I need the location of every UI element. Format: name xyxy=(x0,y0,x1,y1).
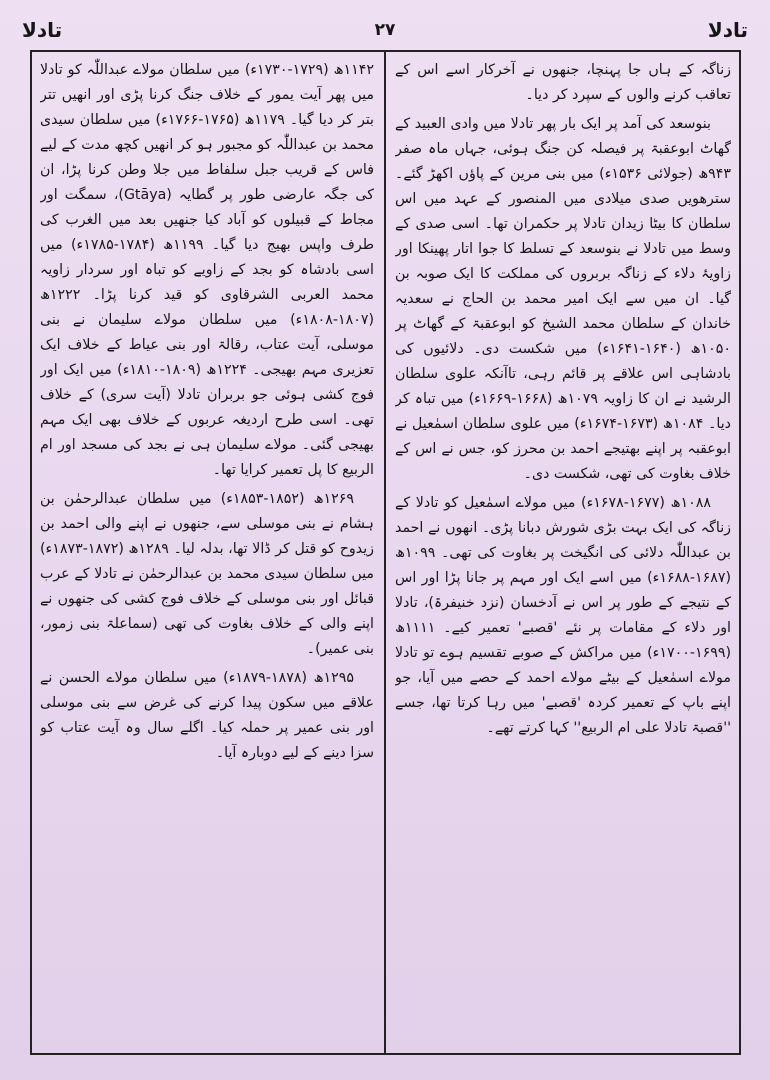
running-title-left: تادلا xyxy=(22,18,63,42)
page-header xyxy=(22,14,748,50)
running-title-right: تادلا xyxy=(707,18,748,42)
paragraph: ۱۰۸۸ھ (۱۶۷۷-۱۶۷۸ء) میں مولاے اسمٰعیل کو تادلا کے زناگہ کی ایک بہت بڑی شورش دبانا پڑی۔ انھوں نے احمد بن عبداللّٰہ دلائی کی انگیخت پر بغاوت کی تھی۔ ۱۰۹۹ھ (۱۶۸۷-۱۶۸۸ء) میں اسے ایک اور مہم پر جانا پڑا اور اس کے نتیجے کے طور پر اس نے آدخسان (نزد خنیفرۃ)، تادلا اور دلاء کے مقامات پر نئے 'قصبے' تعمیر کیے۔ ۱۱۱۱ھ (۱۶۹۹-۱۷۰۰ء) میں مراکش کے صوبے تقسیم ہوے تو تادلا مولاے اسمٰعیل کے بیٹے مولاے احمد کے حصے میں آیا، جو اپنے باپ کے تعمیر کردہ 'قصبے' میں رہا کرتا تھا، جسے ''قصبۃ تادلا علی ام الربیع'' کہا کرتے تھے۔ xyxy=(395,495,731,736)
right-column xyxy=(395,58,731,1048)
page-number: ۲۷ xyxy=(374,20,396,40)
column-divider xyxy=(384,50,386,1055)
paragraph: بنوسعد کی آمد پر ایک بار پھر تادلا میں وادی العبید کے گھاٹ ابوعقبۃ پر فیصلہ کن جنگ ہوئی، جہاں ماہ صفر ۹۴۳ھ (جولائی ۱۵۳۶ء) میں بنی مرین کے پاؤں اکھڑ گئے۔ سترھویں صدی میلادی میں المنصور کے عہد میں اس سلطان کا بیٹا زیدان تادلا پر حکمران تھا۔ اسی صدی کے وسط میں تادلا نے بنوسعد کے تسلط کا جوا اتار پھینکا اور زاویۂ دلاء کے زناگہ بربروں کی مملکت کا ایک صوبہ بن گیا۔ ان میں سے ایک امیر محمد بن الحاج نے سعدیہ خاندان کے سلطان محمد الشیخ کو ابوعقبۃ کے گھاٹ پر ۱۰۵۰ھ (۱۶۴۰-۱۶۴۱ء) میں شکست دی۔ دلائیوں کی بادشاہی اس علاقے پر قائم رہی، تاآنکہ علوی سلطان الرشید نے ان کا زاویہ ۱۰۷۹ھ (۱۶۶۸-۱۶۶۹ء) میں تباہ کر دیا۔ ۱۰۸۴ھ (۱۶۷۳-۱۶۷۴ء) میں علوی سلطان اسمٰعیل نے ابوعقبہ پر اپنے بھتیجے احمد بن محرز کو، جس نے اس کے خلاف بغاوت کی تھی، شکست دی۔ xyxy=(395,116,731,482)
paragraph: ۱۱۴۲ھ (۱۷۲۹-۱۷۳۰ء) میں سلطان مولاے عبداللّٰہ کو تادلا میں پھر آیت یمور کے خلاف جنگ کرنا پڑی اور انھیں تتر بتر کر دیا گیا۔ ۱۱۷۹ھ (۱۷۶۵-۱۷۶۶ء) میں سلطان سیدی محمد بن عبداللّٰہ کو مجبور ہو کر انھیں کچھ مدت کے لیے فاس کے قریب جبل سلفاط میں جلا وطن کرنا پڑا، ان کی جگہ عارضی طور پر گطایہ (Gtāya)، سمگت اور مجاط کے قبیلوں کو آباد کیا جنھیں بعد میں الغرب کی طرف واپس بھیج دیا گیا۔ ۱۱۹۹ھ (۱۷۸۴-۱۷۸۵ء) میں اسی بادشاہ کو بجد کے زاویے کو تباہ اور سردار زاویہ محمد العربی الشرقاوی کو قید کرنا پڑا۔ ۱۲۲۲ھ (۱۸۰۷-۱۸۰۸ء) میں سلطان مولاے سلیمان نے بنی موسلی، آیت عتاب، رقالۃ اور بنی عیاط کے خلاف ایک تعزیری مہم بھیجی۔ ۱۲۲۴ھ (۱۸۰۹-۱۸۱۰ء) میں ایک اور فوج کشی ہوئی جو بربران تادلا (آیت سری) کے خلاف تھی۔ اسی طرح اردیغہ عربوں کے خلاف بھی ایک مہم بھیجی گئی۔ مولاے سلیمان ہی نے بجد کی مسجد اور ام الربیع کا پل تعمیر کرایا تھا۔ xyxy=(40,62,374,478)
paragraph: زناگہ کے ہاں جا پہنچا، جنھوں نے آخرکار اسے اس کے تعاقب کرنے والوں کے سپرد کر دیا۔ xyxy=(395,62,731,103)
left-column xyxy=(40,58,374,1048)
paragraph: ۱۲۹۵ھ (۱۸۷۸-۱۸۷۹ء) میں سلطان مولاے الحسن نے علاقے میں سکون پیدا کرنے کی غرض سے بنی موسلی اور بنی عمیر پر حملہ کیا۔ اگلے سال وہ آیت عتاب کو سزا دینے کے لیے دوبارہ آیا۔ xyxy=(40,670,374,761)
paragraph: ۱۲۶۹ھ (۱۸۵۲-۱۸۵۳ء) میں سلطان عبدالرحمٰن بن ہشام نے بنی موسلی سے، جنھوں نے اپنے والی احمد بن زیدوح کو قتل کر ڈالا تھا، بدلہ لیا۔ ۱۲۸۹ھ (۱۸۷۲-۱۸۷۳ء) میں سلطان سیدی محمد بن عبدالرحمٰن نے تادلا کے عرب قبائل اور بنی موسلی کے خلاف فوج کشی کی جنھوں نے اپنے والی کے خلاف بغاوت کی تھی (سماعلۃ بنی زمور، بنی عمیر)۔ xyxy=(40,491,374,657)
